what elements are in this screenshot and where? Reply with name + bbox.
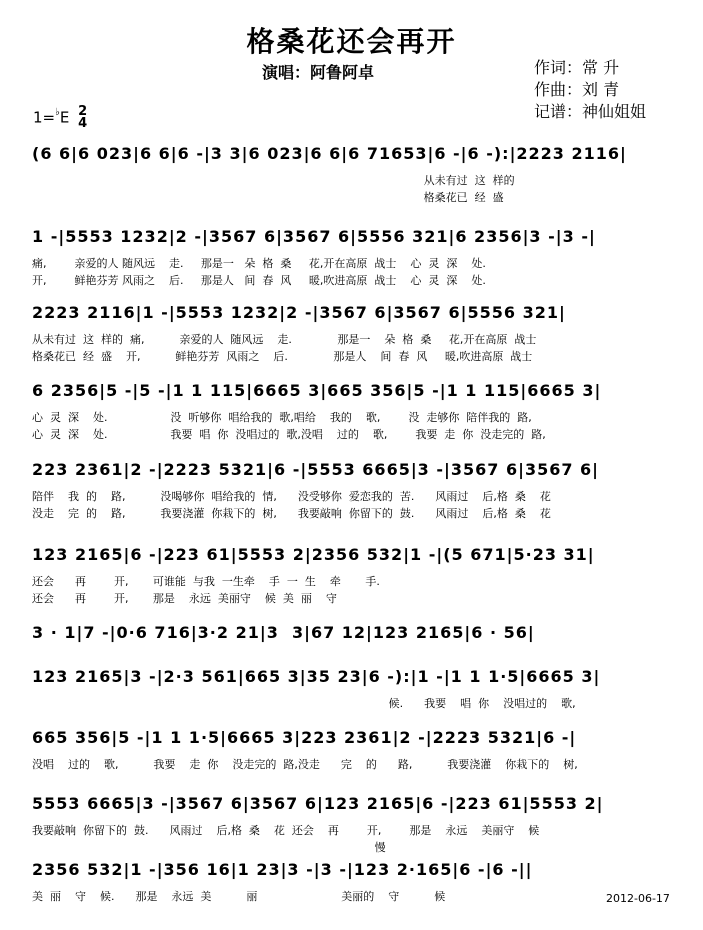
- lyric-line: 格桑花已 经 盛: [32, 191, 504, 204]
- credits-block: [534, 57, 646, 123]
- lyric-line: 陪伴 我 的 路, 没喝够你 唱给我的 情, 没受够你 爱恋我的 苦. 风雨过 后,格 桑 花: [32, 490, 551, 503]
- lyric-line: 心 灵 深 处. 我要 唱 你 没唱过的 歌,没唱 过的 歌, 我要 走 你 没走完的 路,: [32, 428, 546, 441]
- notation-line: 2356 532|1 -|356 16|1 23|3 -|3 -|123 2·165|6 -|6 -||: [32, 860, 533, 879]
- lyric-line: 候. 我要 唱 你 没唱过的 歌,: [32, 697, 576, 710]
- composer-credit: 作曲：刘 青: [534, 80, 620, 99]
- lyric-line: 慢: [32, 841, 386, 854]
- lyric-line: 从未有过 这 样的: [32, 174, 515, 187]
- lyric-line: 痛, 亲爱的人 随风远 走. 那是一 朵 格 桑 花,开在高原 战士 心 灵 深 处.: [32, 257, 486, 270]
- notation-line: 123 2165|6 -|223 61|5553 2|2356 532|1 -|(5 671|5·23 31|: [32, 545, 595, 564]
- notation-line: 223 2361|2 -|2223 5321|6 -|5553 6665|3 -|3567 6|3567 6|: [32, 460, 600, 479]
- lyric-line: 我要敲响 你留下的 鼓. 风雨过 后,格 桑 花 还会 再 开, 那是 永远 美丽守 候: [32, 824, 540, 837]
- lyric-line: 从未有过 这 样的 痛, 亲爱的人 随风远 走. 那是一 朵 格 桑 花,开在高原 战士: [32, 333, 537, 346]
- lyric-line: 美 丽 守 候. 那是 永远 美 丽 美丽的 守 候: [32, 890, 446, 903]
- notation-line: 665 356|5 -|1 1 1·5|6665 3|223 2361|2 -|2223 5321|6 -|: [32, 728, 577, 747]
- notation-line: 123 2165|3 -|2·3 561|665 3|35 23|6 -):|1 -|1 1 1·5|6665 3|: [32, 667, 601, 686]
- transcription-date: 2012-06-17: [606, 892, 670, 905]
- flat-sign: ♭: [55, 106, 60, 118]
- key-note: E: [59, 108, 70, 127]
- notation-line: 1 -|5553 1232|2 -|3567 6|3567 6|5556 321|6 2356|3 -|3 -|: [32, 227, 596, 246]
- notation-line: 3 · 1|7 -|0·6 716|3·2 21|3 3|67 12|123 2165|6 · 56|: [32, 623, 535, 642]
- lyricist-credit: 作词：常 升: [534, 58, 620, 77]
- singer-credit: 演唱：阿鲁阿卓: [262, 63, 375, 82]
- lyric-line: 开, 鲜艳芬芳 风雨之 后. 那是人 间 春 风 暖,吹进高原 战士 心 灵 深 处.: [32, 274, 486, 287]
- lyric-line: 没唱 过的 歌, 我要 走 你 没走完的 路,没走 完 的 路, 我要浇灌 你栽下的 树,: [32, 758, 578, 771]
- key-signature: [33, 106, 87, 130]
- time-signature: [78, 106, 87, 130]
- notation-line: 6 2356|5 -|5 -|1 1 115|6665 3|665 356|5 -|1 1 115|6665 3|: [32, 381, 602, 400]
- key-prefix: 1=: [33, 108, 56, 127]
- notation-line: 2223 2116|1 -|5553 1232|2 -|3567 6|3567 6|5556 321|: [32, 303, 566, 322]
- lyric-line: 心 灵 深 处. 没 听够你 唱给我的 歌,唱给 我的 歌, 没 走够你 陪伴我的 路,: [32, 411, 532, 424]
- notation-line: 5553 6665|3 -|3567 6|3567 6|123 2165|6 -|223 61|5553 2|: [32, 794, 604, 813]
- lyric-line: 还会 再 开, 那是 永远 美丽守 候 美 丽 守: [32, 592, 337, 605]
- lyric-line: 没走 完 的 路, 我要浇灌 你栽下的 树, 我要敲响 你留下的 鼓. 风雨过 后,格 桑 花: [32, 507, 551, 520]
- time-unit: 4: [78, 116, 88, 131]
- time-beats: 2: [78, 104, 88, 119]
- transcriber-credit: 记谱：神仙姐姐: [534, 102, 647, 121]
- song-title: 格桑花还会再开: [246, 25, 457, 58]
- lyric-line: 还会 再 开, 可谁能 与我 一生牵 手 一 生 牵 手.: [32, 575, 380, 588]
- notation-line: (6 6|6 023|6 6|6 -|3 3|6 023|6 6|6 71653|6 -|6 -):|2223 2116|: [32, 144, 627, 163]
- lyric-line: 格桑花已 经 盛 开, 鲜艳芬芳 风雨之 后. 那是人 间 春 风 暖,吹进高原 战士: [32, 350, 533, 363]
